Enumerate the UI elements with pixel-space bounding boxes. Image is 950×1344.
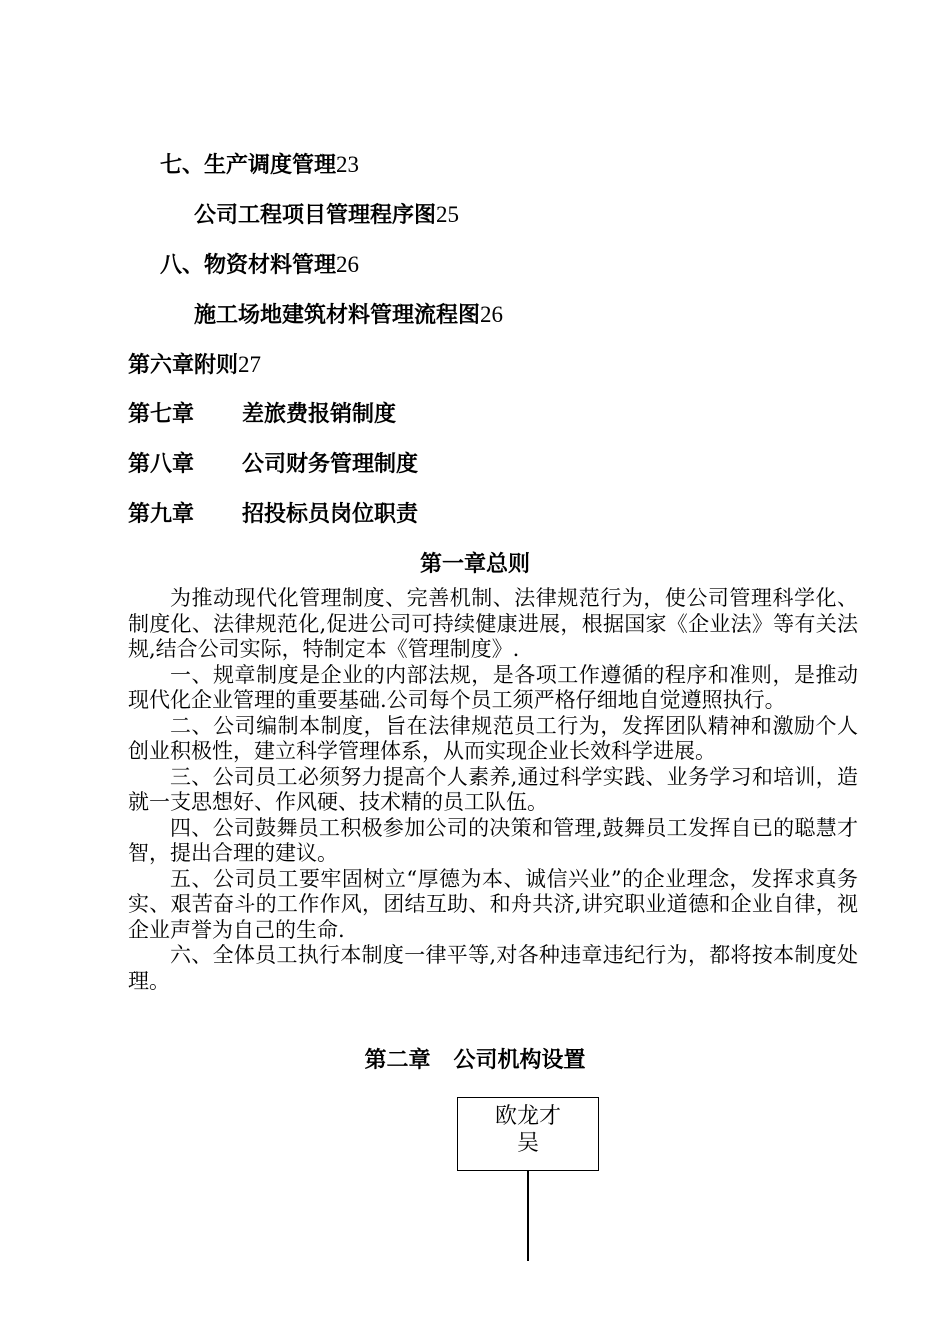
toc-entry-title: 施工场地建筑材料管理流程图 bbox=[194, 303, 481, 328]
chapter-entry-9[interactable] bbox=[128, 500, 419, 530]
chapter-title: 差旅费报销制度 bbox=[242, 402, 397, 427]
chapter-entry-7[interactable] bbox=[128, 400, 397, 430]
chapter-entry-8[interactable] bbox=[128, 450, 419, 480]
org-chart-connector bbox=[527, 1171, 529, 1261]
toc-entry-title: 公司工程项目管理程序图 bbox=[194, 203, 437, 228]
org-box-line1: 欧龙才 bbox=[494, 1104, 561, 1129]
toc-entry-page: 23 bbox=[336, 152, 360, 177]
toc-entry-page: 25 bbox=[436, 202, 460, 227]
chapter-label: 第九章 bbox=[128, 502, 195, 527]
toc-entry-page: 27 bbox=[238, 352, 262, 377]
paragraph-6: 六、全体员工执行本制度一律平等,对各种违章违纪行为，都将按本制度处理。 bbox=[128, 943, 858, 993]
toc-entry-title: 八、物资材料管理 bbox=[160, 253, 337, 278]
chapter-title: 公司财务管理制度 bbox=[242, 452, 419, 477]
toc-entry-title: 七、生产调度管理 bbox=[160, 153, 337, 178]
toc-entry-chapter6-appendix[interactable] bbox=[128, 350, 261, 381]
toc-entry-production-scheduling[interactable] bbox=[160, 150, 359, 181]
chapter1-heading: 第一章总则 bbox=[419, 552, 530, 577]
toc-entry-page: 26 bbox=[336, 252, 360, 277]
paragraph-5: 五、公司员工要牢固树立“厚德为本、诚信兴业”的企业理念，发挥求真务实、艰苦奋斗的工作作风，团结互助、和舟共济,讲究职业道德和企业自律，视企业声誉为自己的生命. bbox=[128, 866, 858, 942]
org-chart-top-box bbox=[457, 1097, 599, 1171]
chapter-label: 第八章 bbox=[128, 452, 195, 477]
chapter1-body bbox=[128, 586, 858, 994]
toc-entry-project-procedure-chart[interactable] bbox=[194, 200, 459, 231]
chapter2-heading: 第二章 公司机构设置 bbox=[364, 1048, 586, 1073]
chapter-label: 第七章 bbox=[128, 402, 195, 427]
paragraph-2: 二、公司编制本制度，旨在法律规范员工行为，发挥团队精神和激励个人创业积极性，建立科学管理体系，从而实现企业长效科学进展。 bbox=[128, 713, 858, 763]
paragraph-4: 四、公司鼓舞员工积极参加公司的决策和管理,鼓舞员工发挥自已的聪慧才智，提出合理的建议。 bbox=[128, 815, 858, 865]
toc-entry-materials-management[interactable] bbox=[160, 250, 359, 281]
toc-entry-site-materials-flowchart[interactable] bbox=[194, 300, 503, 331]
chapter-title: 招投标员岗位职责 bbox=[242, 502, 419, 527]
paragraph-intro: 为推动现代化管理制度、完善机制、法律规范行为，使公司管理科学化、制度化、法律规范化,促进公司可持续健康进展，根据国家《企业法》等有关法规,结合公司实际，特制定本《管理制度》. bbox=[128, 586, 858, 661]
toc-entry-page: 26 bbox=[480, 302, 504, 327]
paragraph-3: 三、公司员工必须努力提高个人素养,通过科学实践、业务学习和培训，造就一支思想好、作风硬、技术精的员工队伍。 bbox=[128, 764, 858, 814]
toc-entry-title: 第六章附则 bbox=[128, 353, 239, 378]
paragraph-1: 一、规章制度是企业的内部法规，是各项工作遵循的程序和准则，是推动现代化企业管理的重要基础.公司每个员工须严格仔细地自觉遵照执行。 bbox=[128, 662, 858, 712]
org-box-line2: 吴 bbox=[516, 1131, 539, 1156]
